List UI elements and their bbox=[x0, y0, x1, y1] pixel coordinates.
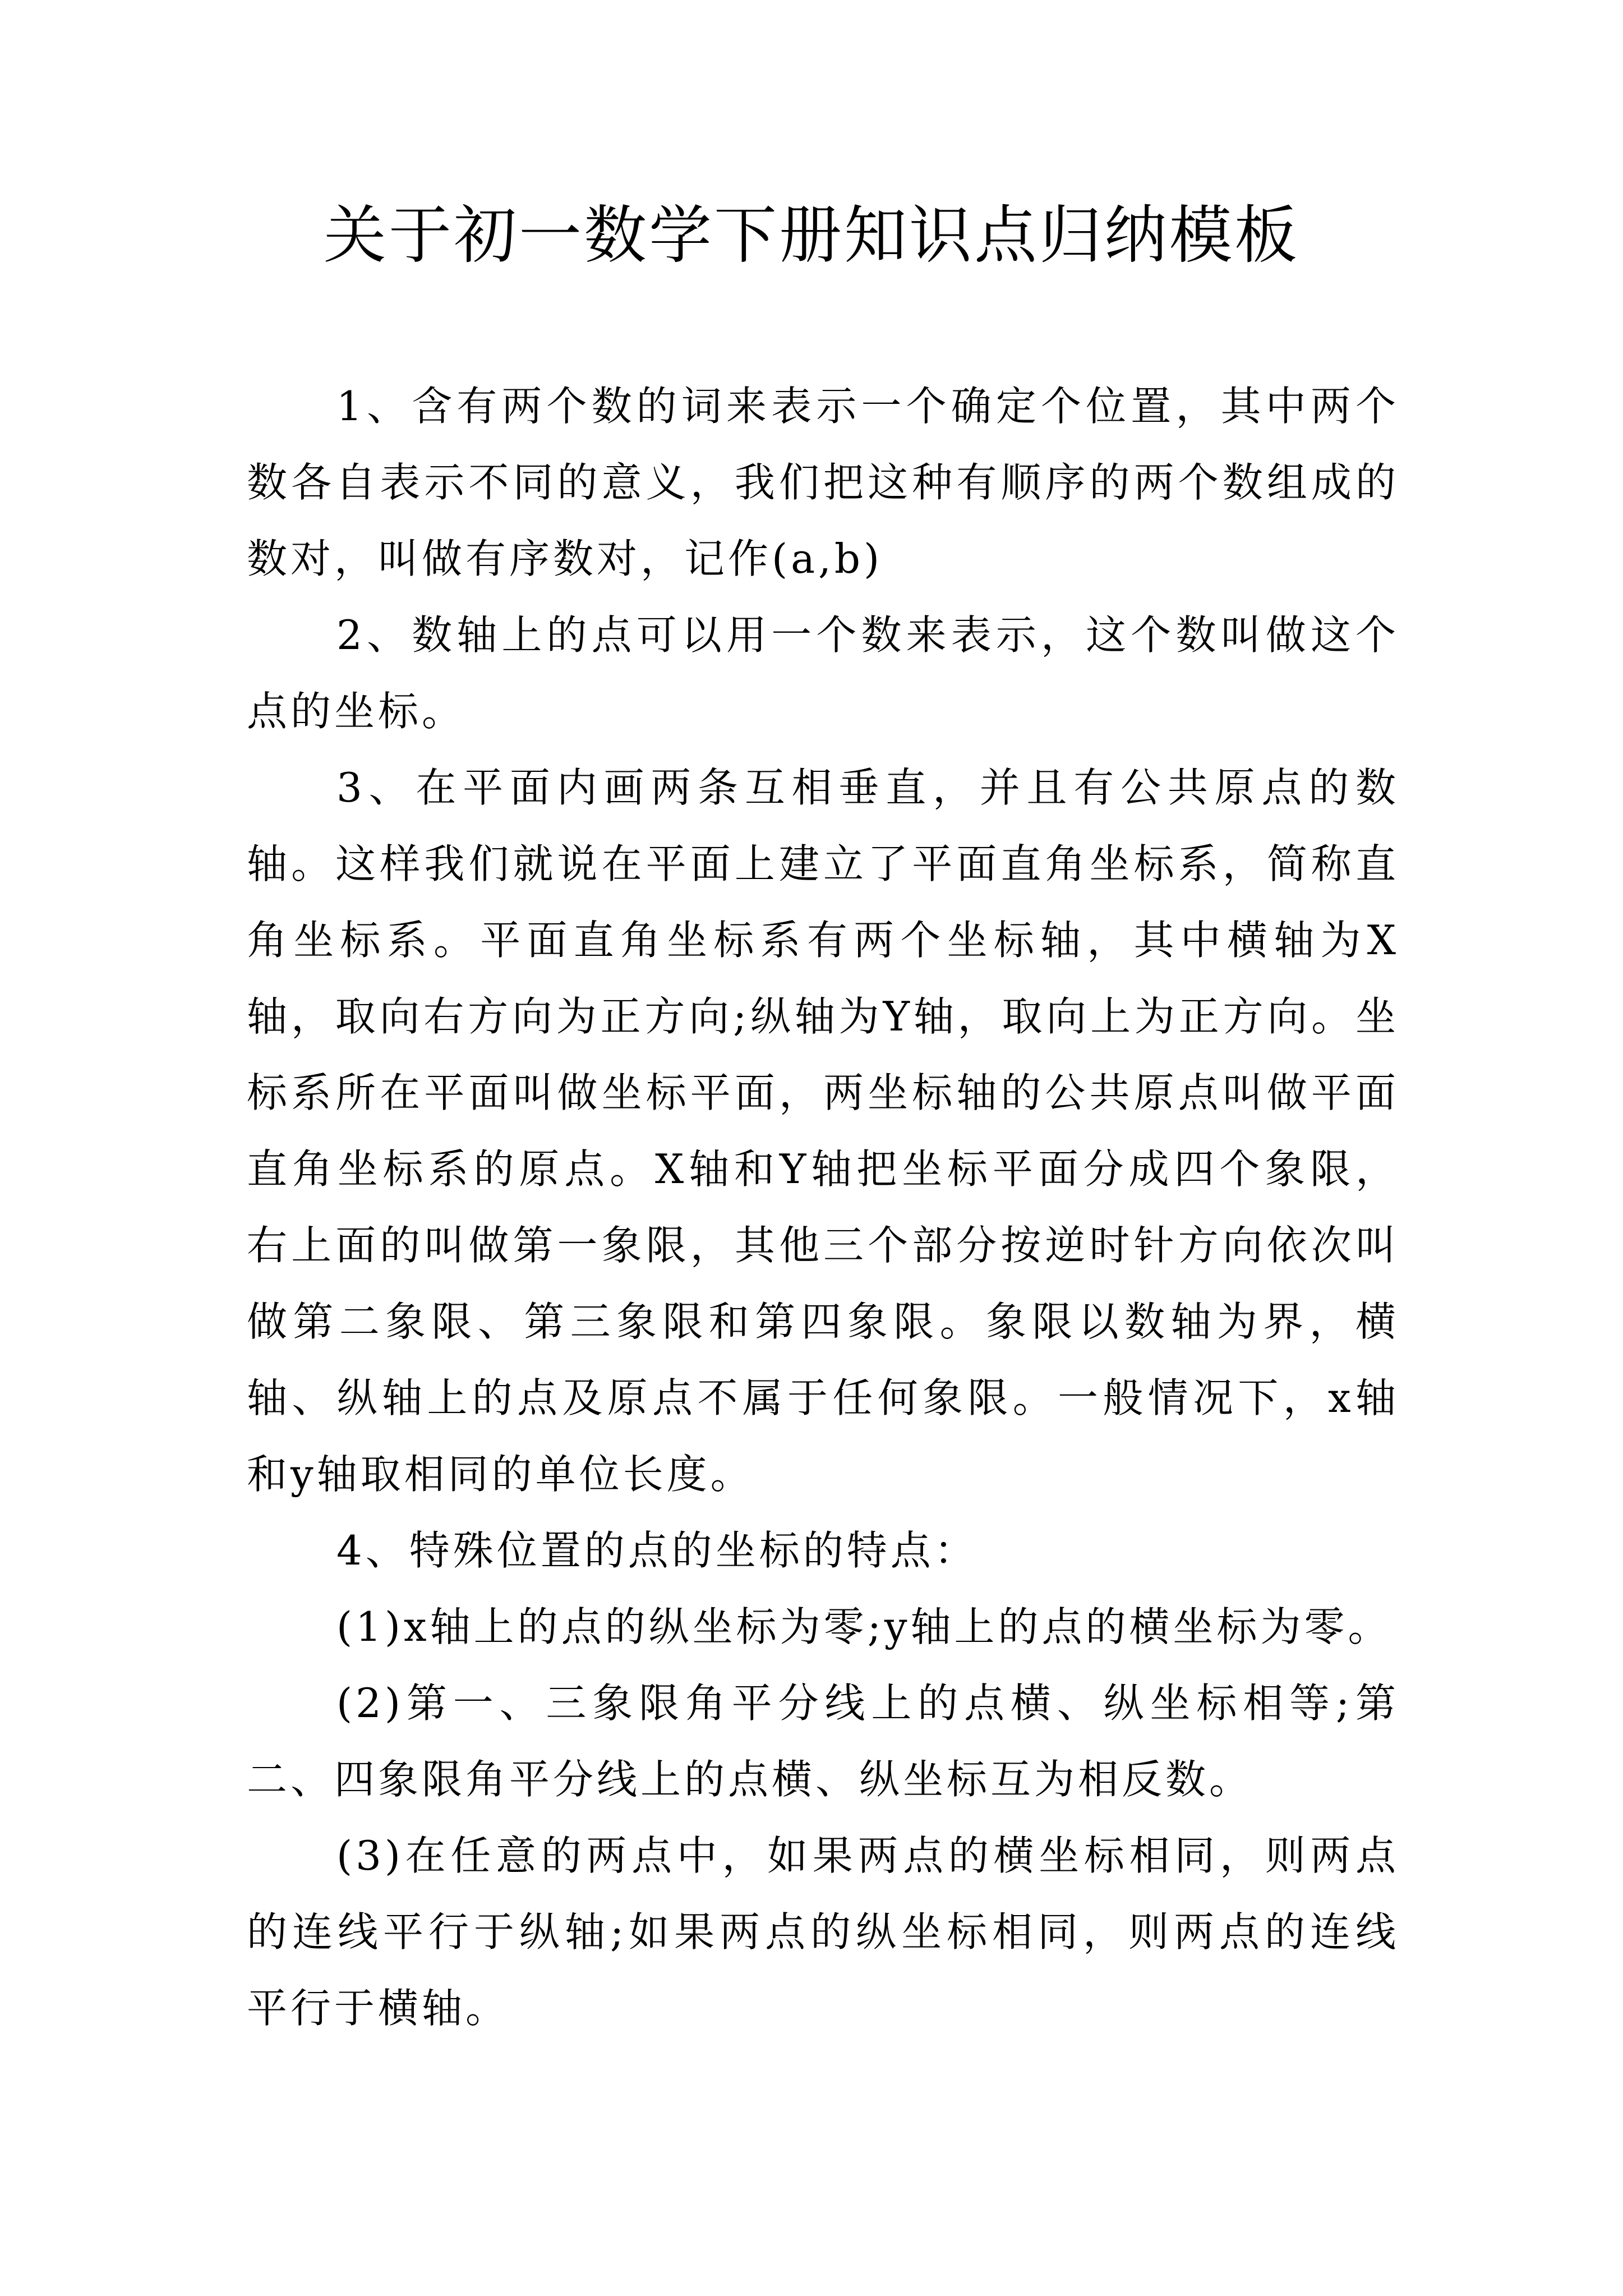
paragraph-6: (2)第一、三象限角平分线上的点横、纵坐标相等;第二、四象限角平分线上的点横、纵坐标互为相反数。 bbox=[247, 1680, 1399, 1803]
document-body bbox=[247, 368, 1399, 2046]
paragraph-3: 3、在平面内画两条互相垂直，并且有公共原点的数轴。这样我们就说在平面上建立了平面直角坐标系，简称直角坐标系。平面直角坐标系有两个坐标轴，其中横轴为X轴，取向右方向为正方向;纵轴为Y轴，取向上为正方向。坐标系所在平面叫做坐标平面，两坐标轴的公共原点叫做平面直角坐标系的原点。X轴和Y轴把坐标平面分成四个象限，右上面的叫做第一象限，其他三个部分按逆时针方向依次叫做第二象限、第三象限和第四象限。象限以数轴为界，横轴、纵轴上的点及原点不属于任何象限。一般情况下，x轴和y轴取相同的单位长度。 bbox=[247, 764, 1399, 1498]
document-title: 关于初一数学下册知识点归纳模板 bbox=[324, 199, 1299, 272]
paragraph-2: 2、数轴上的点可以用一个数来表示，这个数叫做这个点的坐标。 bbox=[247, 611, 1399, 735]
paragraph-7: (3)在任意的两点中，如果两点的横坐标相同，则两点的连线平行于纵轴;如果两点的纵坐标相同，则两点的连线平行于横轴。 bbox=[247, 1832, 1399, 2032]
paragraph-1: 1、含有两个数的词来表示一个确定个位置，其中两个数各自表示不同的意义，我们把这种有顺序的两个数组成的数对，叫做有序数对，记作(a,b) bbox=[247, 383, 1399, 582]
paragraph-5: (1)x轴上的点的纵坐标为零;y轴上的点的横坐标为零。 bbox=[336, 1603, 1392, 1650]
paragraph-4: 4、特殊位置的点的坐标的特点： bbox=[336, 1527, 978, 1574]
